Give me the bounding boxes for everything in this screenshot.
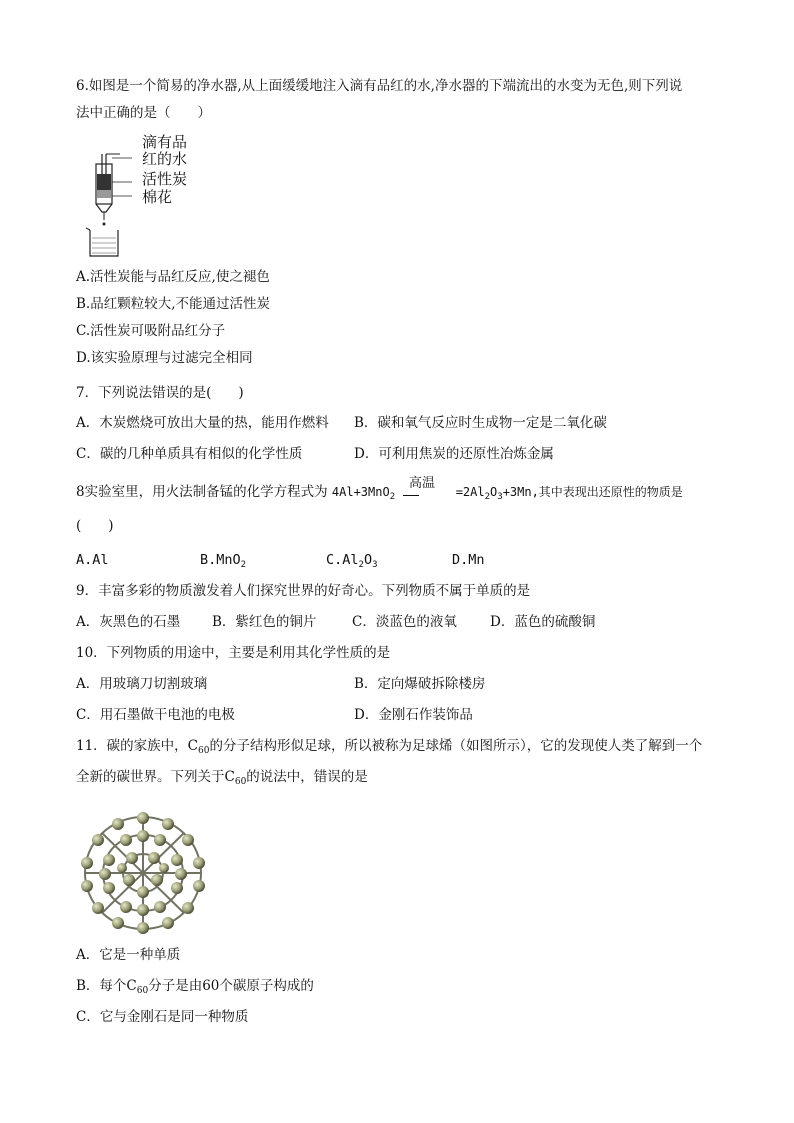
q8-option-b-text: B.MnO bbox=[200, 552, 241, 568]
q6-stem-line2: 法中正确的是（ ） bbox=[76, 105, 211, 121]
q6-option-c: C.活性炭可吸附品红分子 bbox=[76, 323, 226, 339]
q8-products-b: O bbox=[490, 485, 498, 499]
q7-option-d: D．可利用焦炭的还原性冶炼金属 bbox=[354, 446, 554, 462]
q8-option-b bbox=[200, 551, 246, 574]
q8-option-c-sub: 2 bbox=[358, 560, 364, 570]
q7-option-b: B．碳和氧气反应时生成物一定是二氧化碳 bbox=[354, 415, 607, 431]
q8-option-c bbox=[326, 551, 378, 574]
q11-stem-line1 bbox=[76, 737, 702, 760]
q10-option-b: B．定向爆破拆除楼房 bbox=[354, 676, 486, 692]
label-dyed-water-line1: 滴有品 bbox=[142, 133, 188, 151]
q8-option-c-text: C.Al bbox=[326, 552, 359, 568]
q11-line2-b: 的说法中，错误的是 bbox=[246, 769, 368, 785]
q11-line1-b: 的分子结构形似足球，所以被称为足球烯（如图所示），它的发现使人类了解到一个 bbox=[209, 738, 703, 754]
q9-option-d: D．蓝色的硫酸铜 bbox=[490, 614, 596, 630]
q11-option-b bbox=[76, 977, 314, 1000]
q10-option-d: D．金刚石作装饰品 bbox=[354, 707, 473, 723]
q8-paren: ( ) bbox=[76, 518, 114, 534]
q11-line1-sub: 60 bbox=[198, 746, 210, 756]
q7-option-c: C．碳的几种单质具有相似的化学性质 bbox=[76, 446, 303, 462]
q8-option-a bbox=[76, 551, 109, 569]
q6-option-b: B.品红颗粒较大,不能通过活性炭 bbox=[76, 296, 271, 312]
q9-option-b: B．紫红色的铜片 bbox=[212, 614, 317, 630]
q8-condition: 高温 bbox=[409, 476, 436, 491]
q11-option-a: A．它是一种单质 bbox=[76, 947, 181, 963]
q9-option-a: A．灰黑色的石墨 bbox=[76, 614, 181, 630]
q9-option-c: C．淡蓝色的液氧 bbox=[352, 614, 457, 630]
q8-products bbox=[455, 485, 683, 502]
label-activated-carbon: 活性炭 bbox=[142, 170, 188, 188]
q7-option-a: A．木炭燃烧可放出大量的热，能用作燃料 bbox=[76, 415, 329, 431]
q11-line2-a: 全新的碳世界。下列关于C bbox=[76, 769, 235, 785]
q6-option-d: D.该实验原理与过滤完全相同 bbox=[76, 350, 253, 366]
q8-option-b-sub: 2 bbox=[240, 560, 247, 570]
q10-stem: 10．下列物质的用途中，主要是利用其化学性质的是 bbox=[76, 645, 391, 661]
q8-prefix: 8实验室里，用火法制备锰的化学方程式为 bbox=[76, 484, 328, 500]
q11-stem-line2 bbox=[76, 768, 368, 791]
q8-option-a-text: A.Al bbox=[76, 552, 109, 568]
label-dyed-water-line2: 红的水 bbox=[142, 150, 188, 168]
q8-products-a: =2Al bbox=[455, 485, 485, 499]
q6-stem-line1: 6.如图是一个简易的净水器,从上面缓缓地注入滴有品红的水,净水器的下端流出的水变为无色,则下列说 bbox=[76, 78, 683, 94]
q8-products-c: +3Mn,其中表现出还原性的物质是 bbox=[502, 485, 683, 499]
q11-option-b-sub: 60 bbox=[136, 986, 149, 996]
q9-stem: 9．丰富多彩的物质激发着人们探究世界的好奇心。下列物质不属于单质的是 bbox=[76, 583, 531, 599]
q8-option-d bbox=[452, 551, 485, 569]
q8-reactants-sub: 2 bbox=[389, 492, 396, 502]
fullerene-drawing bbox=[74, 808, 212, 938]
q8-condition-bar bbox=[403, 495, 419, 496]
q8-products-sub1: 2 bbox=[484, 492, 491, 502]
fullerene-c60-image bbox=[74, 808, 212, 938]
q11-line2-sub: 60 bbox=[234, 777, 247, 787]
q11-option-b-a: B．每个C bbox=[76, 978, 137, 994]
q8-reactants bbox=[331, 485, 396, 502]
q11-line1-a: 11．碳的家族中，C bbox=[76, 738, 199, 754]
q11-option-c: C．它与金刚石是同一种物质 bbox=[76, 1009, 249, 1025]
q7-stem: 7．下列说法错误的是( ) bbox=[76, 385, 244, 401]
q8-option-c-tail: O bbox=[363, 552, 373, 568]
q8-stem bbox=[76, 483, 683, 506]
q8-option-d-text: D.Mn bbox=[452, 552, 485, 568]
water-purifier-diagram bbox=[84, 134, 204, 258]
q8-products-sub2: 3 bbox=[497, 492, 503, 502]
label-cotton: 棉花 bbox=[142, 188, 173, 206]
q6-option-a: A.活性炭能与品红反应,使之褪色 bbox=[76, 269, 270, 285]
q11-option-b-b: 分子是由60个碳原子构成的 bbox=[148, 978, 314, 994]
q10-option-a: A．用玻璃刀切割玻璃 bbox=[76, 676, 208, 692]
q10-option-c: C．用石墨做干电池的电极 bbox=[76, 707, 235, 723]
q8-reactants-text: 4Al+3MnO bbox=[331, 485, 390, 499]
q8-option-c-sub2: 3 bbox=[372, 560, 378, 570]
